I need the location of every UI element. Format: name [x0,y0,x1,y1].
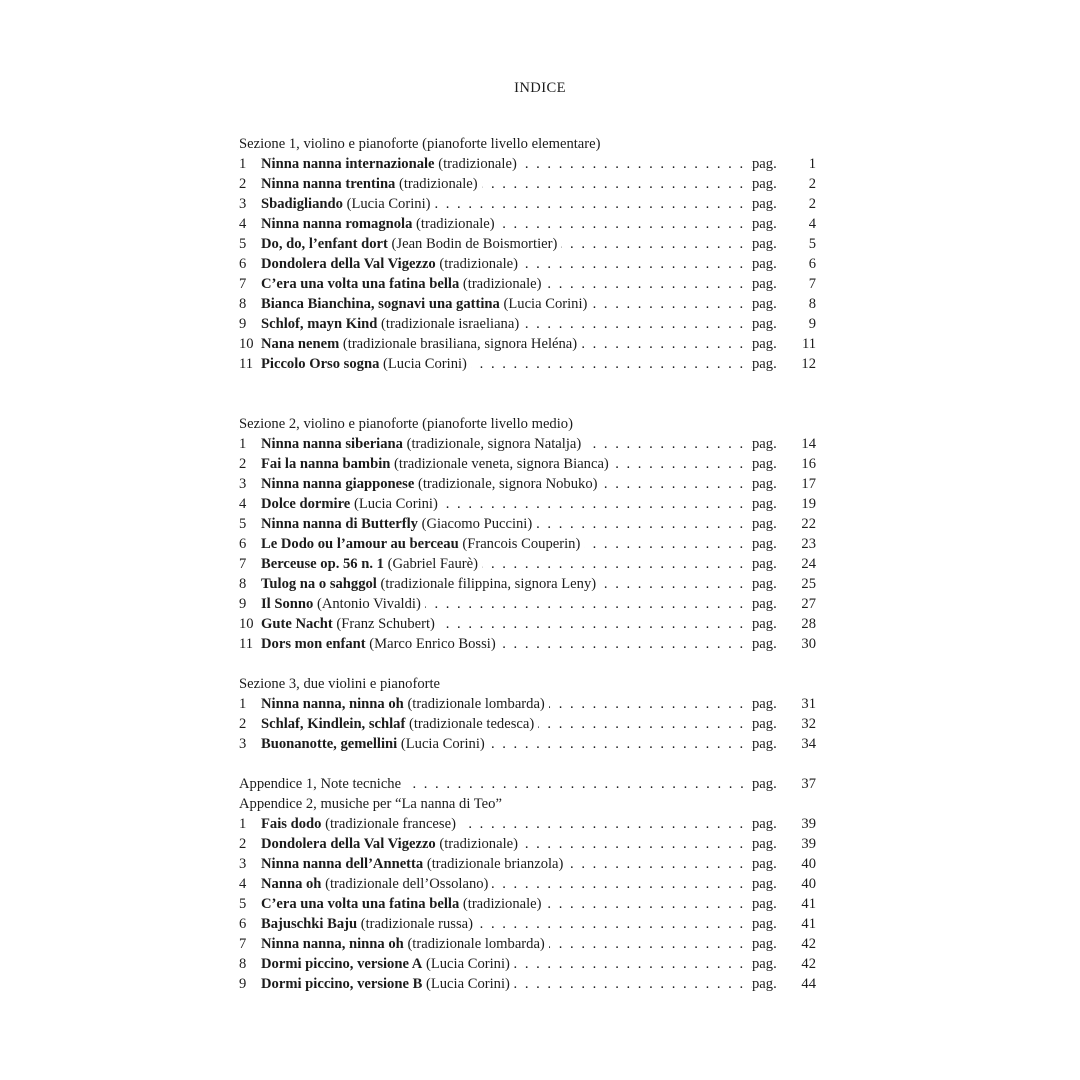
entry-detail: (Giacomo Puccini) [421,516,533,532]
entry-title: Ninna nanna, ninna oh [261,936,404,952]
entry-number: 8 [239,296,247,312]
entry-number: 8 [239,576,247,592]
entry-text-with-leader [261,154,752,174]
appendix-1-label: Appendice 1, Note tecniche [239,776,405,792]
entry-detail: (Francois Couperin) [462,536,581,552]
page-number: 16 [801,456,816,472]
page-number: 22 [801,516,816,532]
page-number: 8 [808,296,816,312]
page-number: 2 [808,196,816,212]
entry-title: Ninna nanna giapponese [261,476,415,492]
table-of-contents [239,134,816,994]
entry-text-with-leader [261,514,752,534]
page-number: 39 [801,836,816,852]
entry-detail: (tradizionale brianzola) [426,856,564,872]
entry-text-with-leader [261,634,752,654]
pag-label: pag. [752,194,792,214]
entry-number: 4 [239,216,247,232]
toc-entry-row [239,834,816,854]
entry-title: Nana nenem [261,336,340,352]
entry-text [261,536,584,552]
entry-title: Piccolo Orso sogna [261,356,380,372]
entry-number: 9 [239,596,247,612]
entry-title: Dormi piccino, versione A [261,956,423,972]
toc-entry-row [239,274,816,294]
entry-number: 8 [239,956,247,972]
entry-title: Schlof, mayn Kind [261,316,378,332]
entry-text [261,436,585,452]
entry-detail: (Lucia Corini) [503,296,588,312]
appendix-1-row [239,774,816,794]
entry-number: 3 [239,736,247,752]
toc-entry-row [239,494,816,514]
toc-entry-row [239,154,816,174]
pag-label: pag. [752,534,792,554]
entry-text [261,456,613,472]
entry-title: Dondolera della Val Vigezzo [261,256,436,272]
entry-title: Berceuse op. 56 n. 1 [261,556,384,572]
page-number: 28 [801,616,816,632]
entry-number: 6 [239,916,247,932]
pag-label: pag. [752,314,792,334]
entry-number: 4 [239,496,247,512]
toc-entry-row [239,534,816,554]
entry-detail: (Franz Schubert) [336,616,435,632]
toc-entry-row [239,914,816,934]
entry-number: 2 [239,836,247,852]
toc-entry-row [239,294,816,314]
entry-title: Ninna nanna di Butterfly [261,516,418,532]
entry-detail: (tradizionale) [399,176,478,192]
entry-text [261,296,591,312]
toc-entry-row [239,254,816,274]
entry-title: Bajuschki Baju [261,916,358,932]
page-number: 1 [808,156,816,172]
entry-number: 9 [239,316,247,332]
entry-title: Schlaf, Kindlein, schlaf [261,716,406,732]
entry-title: Tulog na o sahggol [261,576,377,592]
entry-number: 3 [239,476,247,492]
entry-text [261,696,549,712]
pag-label: pag. [752,434,792,454]
pag-label: pag. [752,254,792,274]
toc-entry-row [239,854,816,874]
entry-detail: (Lucia Corini) [425,976,510,992]
section-1-list [239,154,816,374]
pag-label: pag. [752,894,792,914]
toc-entry-row [239,474,816,494]
pag-label: pag. [752,234,792,254]
page-number: 23 [801,536,816,552]
toc-entry-row [239,974,816,994]
entry-text [261,476,601,492]
pag-label: pag. [752,874,792,894]
entry-title: Ninna nanna internazionale [261,156,435,172]
entry-text [261,936,549,952]
entry-text-with-leader [261,454,752,474]
entry-number: 10 [239,336,254,352]
toc-entry-row [239,454,816,474]
toc-entry-row [239,634,816,654]
page-number: 31 [801,696,816,712]
entry-text [261,876,492,892]
entry-text [261,236,561,252]
page-number: 6 [808,256,816,272]
entry-detail: (tradizionale filippina, signora Leny) [380,576,597,592]
entry-text [261,976,514,992]
entry-detail: (tradizionale) [416,216,495,232]
page-number: 34 [801,736,816,752]
entry-detail: (Gabriel Faurè) [387,556,478,572]
section-heading: Sezione 1, violino e pianoforte (pianoforte livello elementare) [239,136,601,152]
entry-text [261,836,522,852]
entry-title: C’era una volta una fatina bella [261,896,460,912]
page-number: 17 [801,476,816,492]
toc-entry-row [239,194,816,214]
entry-title: Il Sonno [261,596,314,612]
toc-entry-row [239,814,816,834]
page-number: 44 [801,976,816,992]
pag-label: pag. [752,634,792,654]
toc-entry-row [239,714,816,734]
entry-number: 7 [239,276,247,292]
entry-text-with-leader [261,614,752,634]
toc-entry-row [239,434,816,454]
entry-detail: (Lucia Corini) [346,196,431,212]
toc-entry-row [239,894,816,914]
entry-text [261,276,546,292]
entry-text-with-leader [261,914,752,934]
entry-text-with-leader [261,254,752,274]
entry-detail: (tradizionale israeliana) [381,316,520,332]
entry-text-with-leader [261,334,752,354]
entry-detail: (tradizionale) [439,836,518,852]
entry-number: 1 [239,156,247,172]
entry-text [261,816,460,832]
entry-title: C’era una volta una fatina bella [261,276,460,292]
toc-entry-row [239,574,816,594]
toc-entry-row [239,954,816,974]
page-number: 41 [801,896,816,912]
toc-entry-row [239,734,816,754]
pag-label: pag. [752,694,792,714]
entry-text-with-leader [261,874,752,894]
entry-text [261,896,546,912]
entry-title: Gute Nacht [261,616,333,632]
entry-number: 5 [239,896,247,912]
entry-text-with-leader [261,434,752,454]
entry-text-with-leader [261,594,752,614]
page-number: 42 [801,956,816,972]
pag-label: pag. [752,574,792,594]
entry-text-with-leader [261,554,752,574]
entry-text-with-leader [261,294,752,314]
entry-number: 1 [239,816,247,832]
entry-number: 2 [239,456,247,472]
entry-detail: (tradizionale veneta, signora Bianca) [394,456,609,472]
entry-text [261,856,567,872]
toc-entry-row [239,614,816,634]
page-number: 30 [801,636,816,652]
entry-title: Sbadigliando [261,196,343,212]
entry-detail: (Jean Bodin de Boismortier) [391,236,558,252]
entry-title: Nanna oh [261,876,322,892]
entry-detail: (tradizionale lombarda) [407,696,545,712]
page-number: 24 [801,556,816,572]
entry-text [261,916,477,932]
entry-text [261,156,521,172]
entry-title: Ninna nanna siberiana [261,436,403,452]
page-number: 14 [801,436,816,452]
page-number: 7 [808,276,816,292]
pag-label: pag. [752,714,792,734]
entry-text-with-leader [261,714,752,734]
entry-title: Dors mon enfant [261,636,366,652]
entry-number: 4 [239,876,247,892]
page-number: 12 [801,356,816,372]
toc-entry-row [239,554,816,574]
entry-detail: (tradizionale) [438,156,517,172]
entry-text-with-leader [261,494,752,514]
page-number: 42 [801,936,816,952]
pag-label: pag. [752,214,792,234]
entry-text-with-leader [261,174,752,194]
entry-text-with-leader [261,534,752,554]
entry-title: Buonanotte, gemellini [261,736,398,752]
entry-text-with-leader [261,734,752,754]
entry-detail: (Lucia Corini) [425,956,510,972]
entry-detail: (Antonio Vivaldi) [316,596,421,612]
page-number: 41 [801,916,816,932]
entry-text-with-leader [261,694,752,714]
entry-number: 11 [239,636,254,652]
entry-text-with-leader [261,934,752,954]
page-number: 19 [801,496,816,512]
toc-entry-row [239,234,816,254]
toc-entry-row [239,934,816,954]
appendix-2-heading: Appendice 2, musiche per “La nanna di Teo” [239,796,502,812]
entry-number: 2 [239,716,247,732]
toc-entry-row [239,174,816,194]
appendix-1-entry [239,774,752,794]
entry-text [261,196,434,212]
pag-label: pag. [752,514,792,534]
page-title: INDICE [514,80,566,96]
entry-detail: (tradizionale) [439,256,518,272]
section-2-list [239,434,816,654]
entry-text [261,596,425,612]
entry-detail: (tradizionale russa) [360,916,474,932]
entry-title: Ninna nanna trentina [261,176,396,192]
entry-text-with-leader [261,854,752,874]
toc-entry-row [239,874,816,894]
entry-detail: (tradizionale lombarda) [407,936,545,952]
entry-title: Ninna nanna, ninna oh [261,696,404,712]
entry-title: Ninna nanna romagnola [261,216,413,232]
page-number: 39 [801,816,816,832]
section-heading: Sezione 3, due violini e pianoforte [239,676,441,692]
page-number: 2 [808,176,816,192]
entry-text [261,576,600,592]
pag-label: pag. [752,274,792,294]
entry-detail: (tradizionale tedesca) [409,716,535,732]
entry-detail: (tradizionale francese) [325,816,456,832]
entry-text [261,336,581,352]
pag-label: pag. [752,614,792,634]
entry-title: Fai la nanna bambin [261,456,391,472]
section-heading: Sezione 2, violino e pianoforte (pianoforte livello medio) [239,416,573,432]
pag-label: pag. [752,174,792,194]
page-number: 5 [808,236,816,252]
pag-label: pag. [752,334,792,354]
page-number: 25 [801,576,816,592]
entry-number: 6 [239,536,247,552]
entry-number: 11 [239,356,254,372]
entry-text-with-leader [261,314,752,334]
pag-label: pag. [752,834,792,854]
toc-entry-row [239,214,816,234]
appendix-2-list [239,814,816,994]
entry-detail: (tradizionale dell’Ossolano) [325,876,489,892]
pag-label: pag. [752,454,792,474]
entry-text-with-leader [261,814,752,834]
entry-number: 1 [239,696,247,712]
entry-detail: (tradizionale) [462,896,542,912]
entry-text [261,736,489,752]
entry-text [261,556,482,572]
entry-text [261,496,442,512]
pag-label: pag. [752,954,792,974]
entry-text-with-leader [261,894,752,914]
page-number: 9 [808,316,816,332]
entry-title: Le Dodo ou l’amour au berceau [261,536,459,552]
pag-label: pag. [752,974,792,994]
pag-label: pag. [752,494,792,514]
page-number: 40 [801,856,816,872]
section-3-list [239,694,816,754]
page-number: 32 [801,716,816,732]
entry-detail: (tradizionale brasiliana, signora Heléna) [342,336,578,352]
page-number: 4 [808,216,816,232]
entry-detail: (tradizionale, signora Nobuko) [417,476,598,492]
pag-label: pag. [752,354,792,374]
pag-label: pag. [752,934,792,954]
toc-entry-row [239,334,816,354]
entry-title: Dolce dormire [261,496,351,512]
pag-label: pag. [752,914,792,934]
toc-entry-row [239,594,816,614]
page-number: 11 [801,336,816,352]
pag-label: pag. [752,814,792,834]
entry-text-with-leader [261,954,752,974]
entry-number: 1 [239,436,247,452]
entry-text-with-leader [261,574,752,594]
pag-label: pag. [752,474,792,494]
pag-label: pag. [752,554,792,574]
entry-text-with-leader [261,474,752,494]
entry-title: Ninna nanna dell’Annetta [261,856,424,872]
entry-text-with-leader [261,214,752,234]
entry-number: 9 [239,976,247,992]
entry-text [261,176,482,192]
pag-label: pag. [752,774,792,794]
entry-text [261,516,536,532]
entry-text [261,356,471,372]
entry-text-with-leader [261,274,752,294]
entry-detail: (tradizionale) [462,276,542,292]
entry-number: 7 [239,936,247,952]
pag-label: pag. [752,594,792,614]
page-number: 27 [801,596,816,612]
entry-title: Dormi piccino, versione B [261,976,423,992]
entry-text [261,616,439,632]
toc-entry-row [239,314,816,334]
pag-label: pag. [752,734,792,754]
entry-number: 7 [239,556,247,572]
pag-label: pag. [752,294,792,314]
toc-entry-row [239,354,816,374]
entry-text [261,256,522,272]
entry-text-with-leader [261,834,752,854]
entry-number: 3 [239,856,247,872]
entry-number: 3 [239,196,247,212]
entry-number: 6 [239,256,247,272]
entry-text [261,956,514,972]
entry-number: 5 [239,236,247,252]
entry-number: 2 [239,176,247,192]
entry-detail: (Marco Enrico Bossi) [369,636,496,652]
page-number: 40 [801,876,816,892]
page-number: 37 [801,776,816,792]
entry-detail: (tradizionale, signora Natalja) [406,436,582,452]
entry-text-with-leader [261,974,752,994]
toc-entry-row [239,514,816,534]
pag-label: pag. [752,154,792,174]
entry-text [261,216,499,232]
entry-title: Do, do, l’enfant dort [261,236,388,252]
entry-text-with-leader [261,194,752,214]
entry-title: Bianca Bianchina, sognavi una gattina [261,296,500,312]
entry-title: Fais dodo [261,816,322,832]
entry-text [261,716,538,732]
entry-title: Dondolera della Val Vigezzo [261,836,436,852]
entry-detail: (Lucia Corini) [383,356,467,372]
entry-text [261,316,523,332]
entry-detail: (Lucia Corini) [353,496,438,512]
entry-text [261,636,500,652]
entry-detail: (Lucia Corini) [400,736,485,752]
pag-label: pag. [752,854,792,874]
toc-entry-row [239,694,816,714]
entry-number: 10 [239,616,254,632]
entry-text-with-leader [261,234,752,254]
entry-text-with-leader [261,354,752,374]
entry-number: 5 [239,516,247,532]
